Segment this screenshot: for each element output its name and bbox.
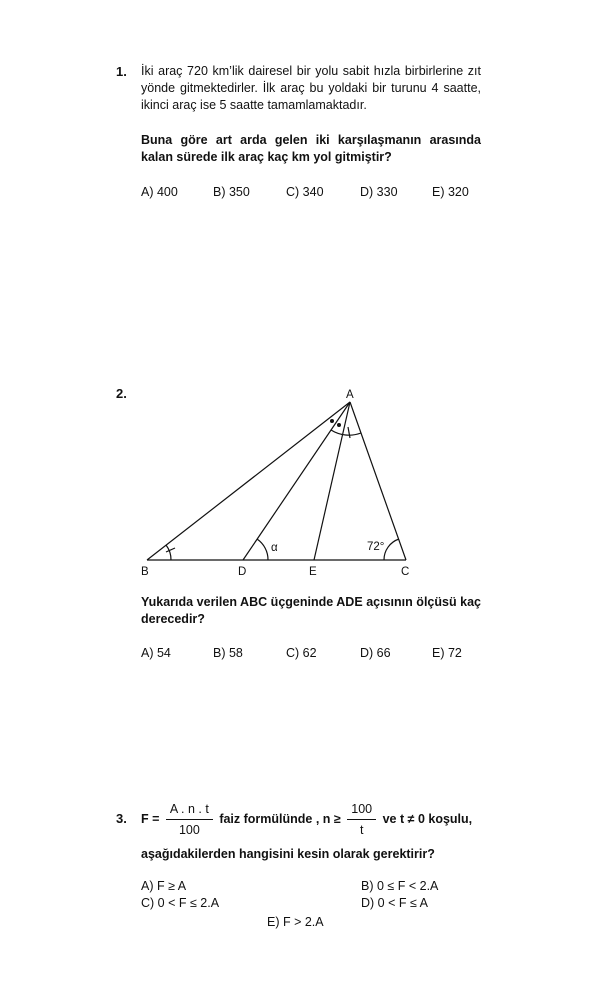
choice-d[interactable]: D) 0 < F ≤ A	[361, 896, 428, 910]
question-2-number: 2.	[116, 386, 127, 401]
choice-a[interactable]: A) 54	[141, 646, 171, 660]
choice-a[interactable]: A) F ≥ A	[141, 879, 187, 893]
question-1-number: 1.	[116, 64, 127, 79]
angle-a-dot-1	[330, 419, 334, 423]
choice-b[interactable]: B) 58	[213, 646, 243, 660]
angle-a-tick	[348, 427, 350, 438]
side-ac	[350, 402, 406, 560]
label-d: D	[238, 566, 247, 578]
fraction-n-bound-numerator: 100	[347, 802, 376, 820]
label-alpha: α	[271, 542, 278, 554]
question-3-prompt: aşağıdakilerden hangisini kesin olarak gerektirir?	[141, 847, 435, 861]
question-2-choices	[141, 646, 481, 662]
angle-a-arc	[331, 430, 361, 435]
choice-d[interactable]: D) 66	[360, 646, 391, 660]
choice-e[interactable]: E) 72	[432, 646, 462, 660]
label-angle-c: 72°	[367, 541, 385, 553]
choice-a[interactable]: A) 400	[141, 185, 178, 199]
choice-b[interactable]: B) 0 ≤ F < 2.A	[361, 879, 439, 893]
formula-middle-text: faiz formülünde , n ≥	[219, 811, 341, 826]
question-1-prompt: Buna göre art arda gelen iki karşılaşmanın arasında kalan sürede ilk araç kaç km yol gitmiştir?	[141, 133, 481, 164]
angle-alpha-arc	[257, 539, 268, 560]
choice-d[interactable]: D) 330	[360, 185, 398, 199]
angle-a-dot-2	[337, 423, 341, 427]
choice-c[interactable]: C) 340	[286, 185, 324, 199]
choice-e[interactable]: E) 320	[432, 185, 469, 199]
question-2-prompt: Yukarıda verilen ABC üçgeninde ADE açısının ölçüsü kaç derecedir?	[141, 595, 481, 626]
angle-b-tick	[166, 548, 175, 552]
choice-c[interactable]: C) 62	[286, 646, 317, 660]
label-a: A	[346, 389, 354, 401]
fraction-n-bound	[347, 802, 376, 837]
formula-tail-text: ve t ≠ 0 koşulu,	[382, 811, 473, 826]
choice-e[interactable]: E) F > 2.A	[267, 915, 324, 929]
question-1-body: İki araç 720 km’lik dairesel bir yolu sabit hızla birbirlerine zıt yönde gitmektedirler. İlk araç bu yoldaki bir turunu 4 saatte, ikinci araç ise 5 saatte tamamlamaktadır.	[141, 64, 481, 112]
question-3-number: 3.	[116, 811, 127, 826]
angle-c-arc	[384, 539, 399, 560]
label-e: E	[309, 566, 317, 578]
segment-ad	[243, 402, 350, 560]
fraction-interest-denominator: 100	[178, 823, 200, 837]
label-b: B	[141, 566, 149, 578]
angle-b-arc	[166, 545, 171, 560]
question-3-formula	[141, 802, 472, 837]
fraction-interest	[166, 802, 213, 837]
question-1-choices	[141, 185, 481, 201]
label-c: C	[401, 566, 410, 578]
triangle-figure	[0, 380, 600, 585]
choice-b[interactable]: B) 350	[213, 185, 250, 199]
fraction-interest-numerator: A . n . t	[166, 802, 213, 820]
choice-c[interactable]: C) 0 < F ≤ 2.A	[141, 896, 220, 910]
formula-lhs: F =	[141, 811, 160, 826]
fraction-n-bound-denominator: t	[359, 823, 364, 837]
